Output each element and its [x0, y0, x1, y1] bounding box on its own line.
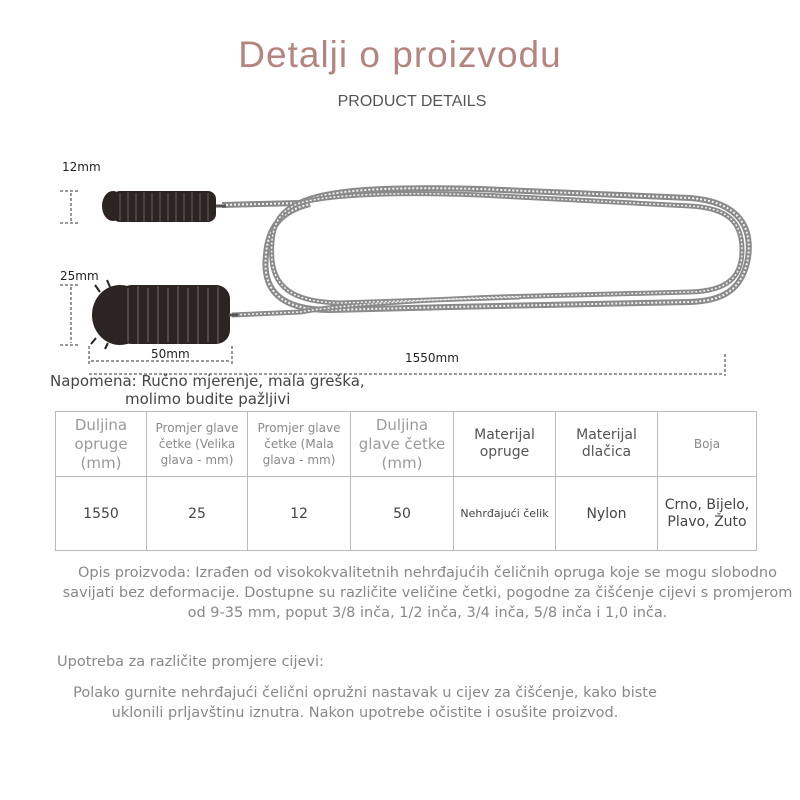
cell-small-head-diameter: 12 [248, 477, 351, 551]
header-large-head-diameter: Promjer glave četke (Velika glava - mm) [147, 412, 248, 477]
spring-cable [222, 188, 749, 315]
head-length-label: 50mm [151, 347, 190, 361]
note-line-1: Napomena: Ručno mjerenje, mala greška, [50, 372, 365, 390]
cell-head-length: 50 [351, 477, 454, 551]
usage-description: Polako gurnite nehrđajući čelični opružni nastavak u cijev za čišćenje, kako biste uklonili prljavštinu iznutra. Nakon upotrebe očistite i osušite proizvod. [73, 685, 657, 721]
header-small-head-diameter: Promjer glave četke (Mala glava - mm) [248, 412, 351, 477]
measurement-note [50, 372, 410, 408]
header-head-length: Duljina glave četke (mm) [351, 412, 454, 477]
cell-spring-length: 1550 [56, 477, 147, 551]
header-color: Boja [658, 412, 757, 477]
product-description: Opis proizvoda: Izrađen od visokokvalitetnih nehrđajućih čeličnih opruga koje se mogu slobodno savijati bez deformacije. Dostupne su različite veličine četki, pogodne za čišćenje cijevi s promjerom od 9-35 mm, poput 3/8 inča, 1/2 inča, 3/4 inča, 5/8 inča i 1,0 inča. [62, 565, 793, 621]
header-spring-length: Duljina opruge (mm) [56, 412, 147, 477]
note-line-2: molimo budite pažljivi [125, 390, 291, 408]
header-bristle-material: Materijal dlačica [556, 412, 658, 477]
cell-color: Crno, Bijelo, Plavo, Žuto [658, 477, 757, 551]
page-title: Detalji o proizvodu [238, 34, 562, 75]
table-header-row [56, 412, 757, 477]
large-head-diameter-label: 25mm [60, 269, 99, 283]
small-head-dimension-marker [60, 191, 80, 223]
large-brush-head [91, 280, 238, 349]
small-brush-head [102, 191, 226, 222]
table-row [56, 477, 757, 551]
usage-title: Upotreba za različite promjere cijevi: [57, 654, 324, 670]
page-subtitle: PRODUCT DETAILS [337, 93, 487, 110]
spec-table [55, 411, 757, 551]
cell-spring-material: Nehrđajući čelik [454, 477, 556, 551]
small-head-diameter-label: 12mm [62, 160, 101, 174]
header-spring-material: Materijal opruge [454, 412, 556, 477]
cell-bristle-material: Nylon [556, 477, 658, 551]
large-head-dimension-marker [60, 285, 80, 345]
cell-large-head-diameter: 25 [147, 477, 248, 551]
total-length-label: 1550mm [405, 351, 459, 365]
